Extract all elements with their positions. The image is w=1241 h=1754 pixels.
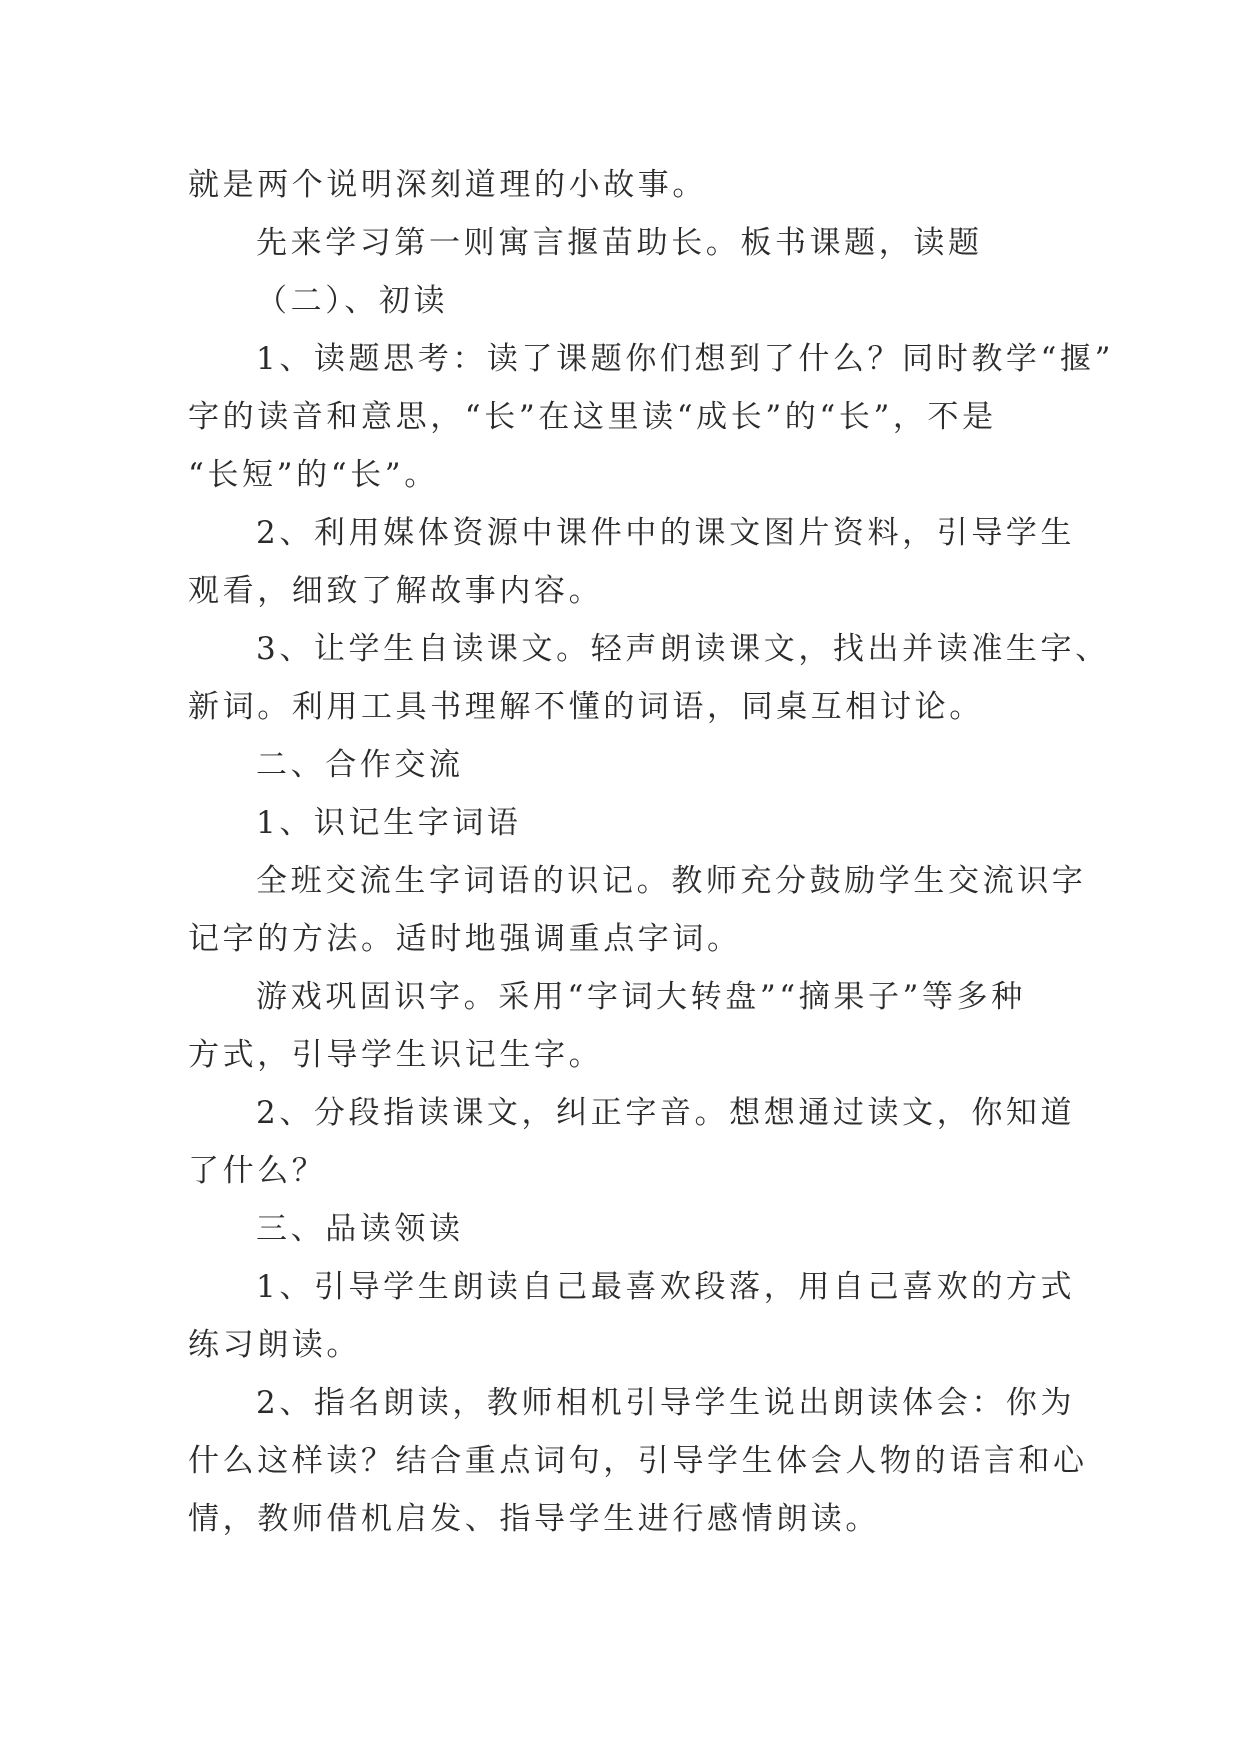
text-line: 情，教师借机启发、指导学生进行感情朗读。 [188,1501,880,1537]
text-line: 观看，细致了解故事内容。 [188,573,604,609]
section-heading: （二）、初读 [256,283,449,319]
document-body [188,156,1115,1548]
text-line: 字的读音和意思，“长”在这里读“成长”的“长”，不是 [188,399,997,435]
text-line: 练习朗读。 [188,1327,361,1363]
text-line: “长短”的“长”。 [188,457,439,493]
text-line: 记字的方法。适时地强调重点字词。 [188,921,742,957]
text-line: 3、让学生自读课文。轻声朗读课文，找出并读准生字、 [256,631,1110,667]
text-line: 就是两个说明深刻道理的小故事。 [188,167,707,203]
text-line: 2、指名朗读，教师相机引导学生说出朗读体会：你为 [256,1385,1076,1421]
text-line: 了什么？ [188,1153,327,1189]
text-line: 1、引导学生朗读自己最喜欢段落，用自己喜欢的方式 [256,1269,1076,1305]
text-line: 2、分段指读课文，纠正字音。想想通过读文，你知道 [256,1095,1076,1131]
section-heading: 三、品读领读 [256,1211,464,1247]
text-line: 方式，引导学生识记生字。 [188,1037,604,1073]
text-line: 新词。利用工具书理解不懂的词语，同桌互相讨论。 [188,689,984,725]
subsection-heading: 1、识记生字词语 [256,805,522,841]
text-line: 1、读题思考：读了课题你们想到了什么？同时教学“揠” [256,341,1115,377]
text-line: 2、利用媒体资源中课件中的课文图片资料，引导学生 [256,515,1076,551]
text-line: 游戏巩固识字。采用“字词大转盘”“摘果子”等多种 [256,979,1026,1015]
section-heading: 二、合作交流 [256,747,464,783]
text-line: 什么这样读？结合重点词句，引导学生体会人物的语言和心 [188,1443,1088,1479]
text-line: 全班交流生字词语的识记。教师充分鼓励学生交流识字 [256,863,1087,899]
text-line: 先来学习第一则寓言揠苗助长。板书课题，读题 [256,225,983,261]
